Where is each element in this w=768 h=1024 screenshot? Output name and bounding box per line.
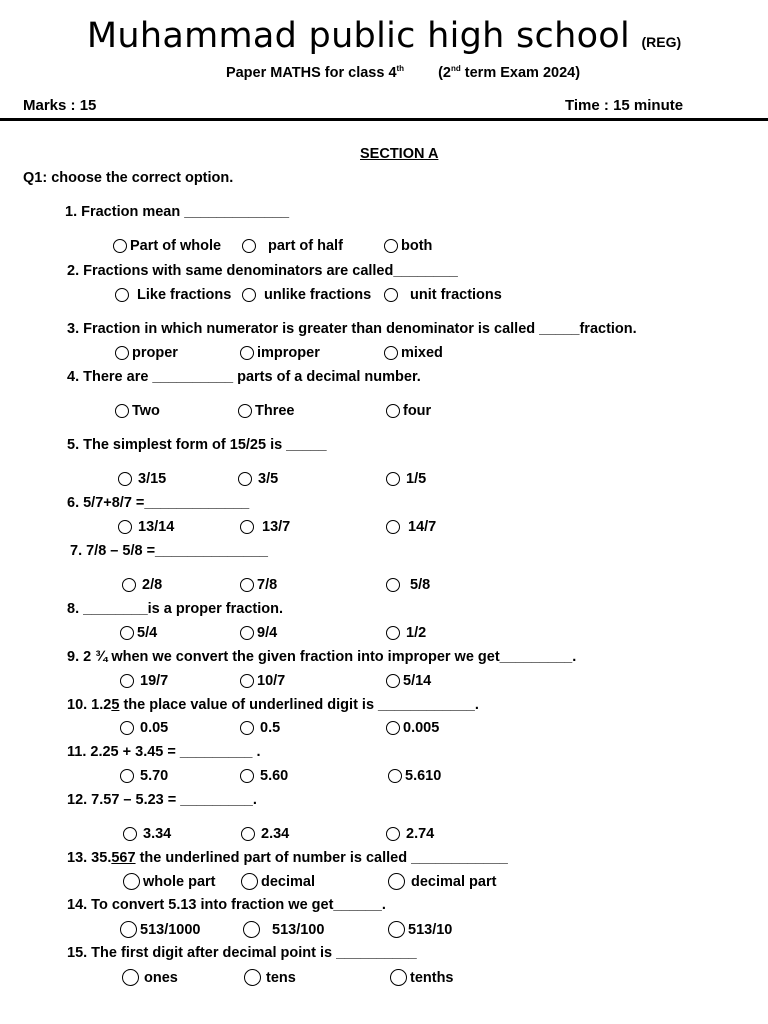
q12-option-c[interactable]: 2.74 [386,826,434,842]
question-5: 5. The simplest form of 15/25 is _____ [67,437,327,453]
q3-option-c[interactable]: mixed [384,345,443,361]
q6-option-b[interactable]: 13/7 [240,519,290,535]
radio-circle-icon[interactable] [120,626,134,640]
radio-circle-icon[interactable] [384,288,398,302]
q5-option-a[interactable]: 3/15 [118,471,166,487]
q9-option-c[interactable]: 5/14 [386,673,431,689]
q2-option-b[interactable]: unlike fractions [242,287,371,303]
q13-option-a[interactable]: whole part [123,873,216,890]
question-13: 13. 35.567 the underlined part of number is called ____________ [67,850,508,866]
radio-circle-icon[interactable] [240,346,254,360]
radio-circle-icon[interactable] [386,578,400,592]
q12-option-b[interactable]: 2.34 [241,826,289,842]
q14-option-a[interactable]: 513/1000 [120,921,200,938]
question-14: 14. To convert 5.13 into fraction we get______. [67,897,386,913]
question-11: 11. 2.25 + 3.45 = _________ . [67,744,261,760]
radio-circle-icon[interactable] [240,769,254,783]
reg-label: (REG) [641,34,682,50]
term-open: (2 [438,64,451,81]
q1-option-b[interactable]: part of half [242,238,343,254]
question-10: 10. 1.25 the place value of underlined digit is ____________. [67,697,479,713]
radio-circle-icon[interactable] [386,404,400,418]
radio-circle-icon[interactable] [113,239,127,253]
radio-circle-icon[interactable] [240,674,254,688]
radio-circle-icon[interactable] [123,827,137,841]
question-9: 9. 2 ¾ when we convert the given fraction into improper we get_________. [67,649,577,665]
school-name: Muhammad public high school [86,16,631,56]
radio-circle-icon[interactable] [384,239,398,253]
q9-option-b[interactable]: 10/7 [240,673,285,689]
q7-option-a[interactable]: 2/8 [122,577,162,593]
underlined-digit: 5 [111,697,120,713]
radio-circle-icon[interactable] [238,472,252,486]
q6-option-c[interactable]: 14/7 [386,519,436,535]
radio-circle-icon[interactable] [388,769,402,783]
q11-option-c[interactable]: 5.610 [388,768,441,784]
q10-option-c[interactable]: 0.005 [386,720,439,736]
radio-circle-icon[interactable] [386,827,400,841]
radio-circle-icon[interactable] [390,969,407,986]
radio-circle-icon[interactable] [384,346,398,360]
radio-circle-icon[interactable] [120,674,134,688]
class-sup: th [396,64,405,73]
q14-option-c[interactable]: 513/10 [388,921,452,938]
header-divider [0,118,768,121]
q15-option-a[interactable]: ones [122,969,178,986]
radio-circle-icon[interactable] [386,472,400,486]
radio-circle-icon[interactable] [242,288,256,302]
q8-option-b[interactable]: 9/4 [240,625,277,641]
q5-option-b[interactable]: 3/5 [238,471,278,487]
radio-circle-icon[interactable] [386,626,400,640]
q4-option-a[interactable]: Two [115,403,160,419]
q9-option-a[interactable]: 19/7 [120,673,168,689]
q8-option-a[interactable]: 5/4 [120,625,157,641]
radio-circle-icon[interactable] [123,873,140,890]
radio-circle-icon[interactable] [241,873,258,890]
q4-option-b[interactable]: Three [238,403,295,419]
radio-circle-icon[interactable] [244,969,261,986]
radio-circle-icon[interactable] [120,769,134,783]
q6-option-a[interactable]: 13/14 [118,519,174,535]
radio-circle-icon[interactable] [240,520,254,534]
q5-option-c[interactable]: 1/5 [386,471,426,487]
question-6: 6. 5/7+8/7 =_____________ [67,495,250,511]
radio-circle-icon[interactable] [118,520,132,534]
section-heading: SECTION A [360,146,439,162]
q15-option-b[interactable]: tens [244,969,296,986]
radio-circle-icon[interactable] [241,827,255,841]
q14-option-b[interactable]: 513/100 [243,921,324,938]
radio-circle-icon[interactable] [118,472,132,486]
radio-circle-icon[interactable] [238,404,252,418]
radio-circle-icon[interactable] [122,969,139,986]
school-title [0,16,768,56]
radio-circle-icon[interactable] [120,921,137,938]
q1-option-c[interactable]: both [384,238,432,254]
paper-subtitle [0,64,768,81]
radio-circle-icon[interactable] [115,404,129,418]
q3-option-b[interactable]: improper [240,345,320,361]
radio-circle-icon[interactable] [122,578,136,592]
radio-circle-icon[interactable] [388,873,405,890]
question-12: 12. 7.57 – 5.23 = _________. [67,792,257,808]
radio-circle-icon[interactable] [386,520,400,534]
term-sup: nd [450,64,461,73]
question-3: 3. Fraction in which numerator is greater than denominator is called _____fraction. [67,321,637,337]
radio-circle-icon[interactable] [388,921,405,938]
q7-option-b[interactable]: 7/8 [240,577,277,593]
q15-option-c[interactable]: tenths [390,969,454,986]
question-8: 8. ________is a proper fraction. [67,601,283,617]
underlined-part: 567 [111,850,136,866]
q10-option-b[interactable]: 0.5 [240,720,280,736]
radio-circle-icon[interactable] [115,288,129,302]
q8-option-c[interactable]: 1/2 [386,625,426,641]
radio-circle-icon[interactable] [240,626,254,640]
radio-circle-icon[interactable] [240,578,254,592]
radio-circle-icon[interactable] [240,721,254,735]
q4-option-c[interactable]: four [386,403,431,419]
marks-label: Marks : 15 [23,97,97,114]
q2-option-a[interactable]: Like fractions [115,287,231,303]
q11-option-b[interactable]: 5.60 [240,768,288,784]
question-1: 1. Fraction mean _____________ [65,204,290,220]
q3-option-a[interactable]: proper [115,345,178,361]
q2-option-c[interactable]: unit fractions [384,287,502,303]
radio-circle-icon[interactable] [386,674,400,688]
radio-circle-icon[interactable] [386,721,400,735]
time-label: Time : 15 minute [565,97,684,114]
radio-circle-icon[interactable] [120,721,134,735]
term-rest: term Exam 2024) [460,64,581,81]
q7-option-c[interactable]: 5/8 [386,577,430,593]
question-4: 4. There are __________ parts of a decimal number. [67,369,421,385]
q13-option-c[interactable]: decimal part [388,873,496,890]
question-7: 7. 7/8 – 5/8 =______________ [70,543,268,559]
paper-name: Paper MATHS for class 4 [225,64,397,81]
q10-option-a[interactable]: 0.05 [120,720,168,736]
q12-option-a[interactable]: 3.34 [123,826,171,842]
q11-option-a[interactable]: 5.70 [120,768,168,784]
question-15: 15. The first digit after decimal point is __________ [67,945,417,961]
question-2: 2. Fractions with same denominators are called________ [67,263,458,279]
q1-option-a[interactable]: Part of whole [113,238,221,254]
instruction: Q1: choose the correct option. [23,170,234,186]
q13-option-b[interactable]: decimal [241,873,315,890]
radio-circle-icon[interactable] [115,346,129,360]
radio-circle-icon[interactable] [242,239,256,253]
radio-circle-icon[interactable] [243,921,260,938]
